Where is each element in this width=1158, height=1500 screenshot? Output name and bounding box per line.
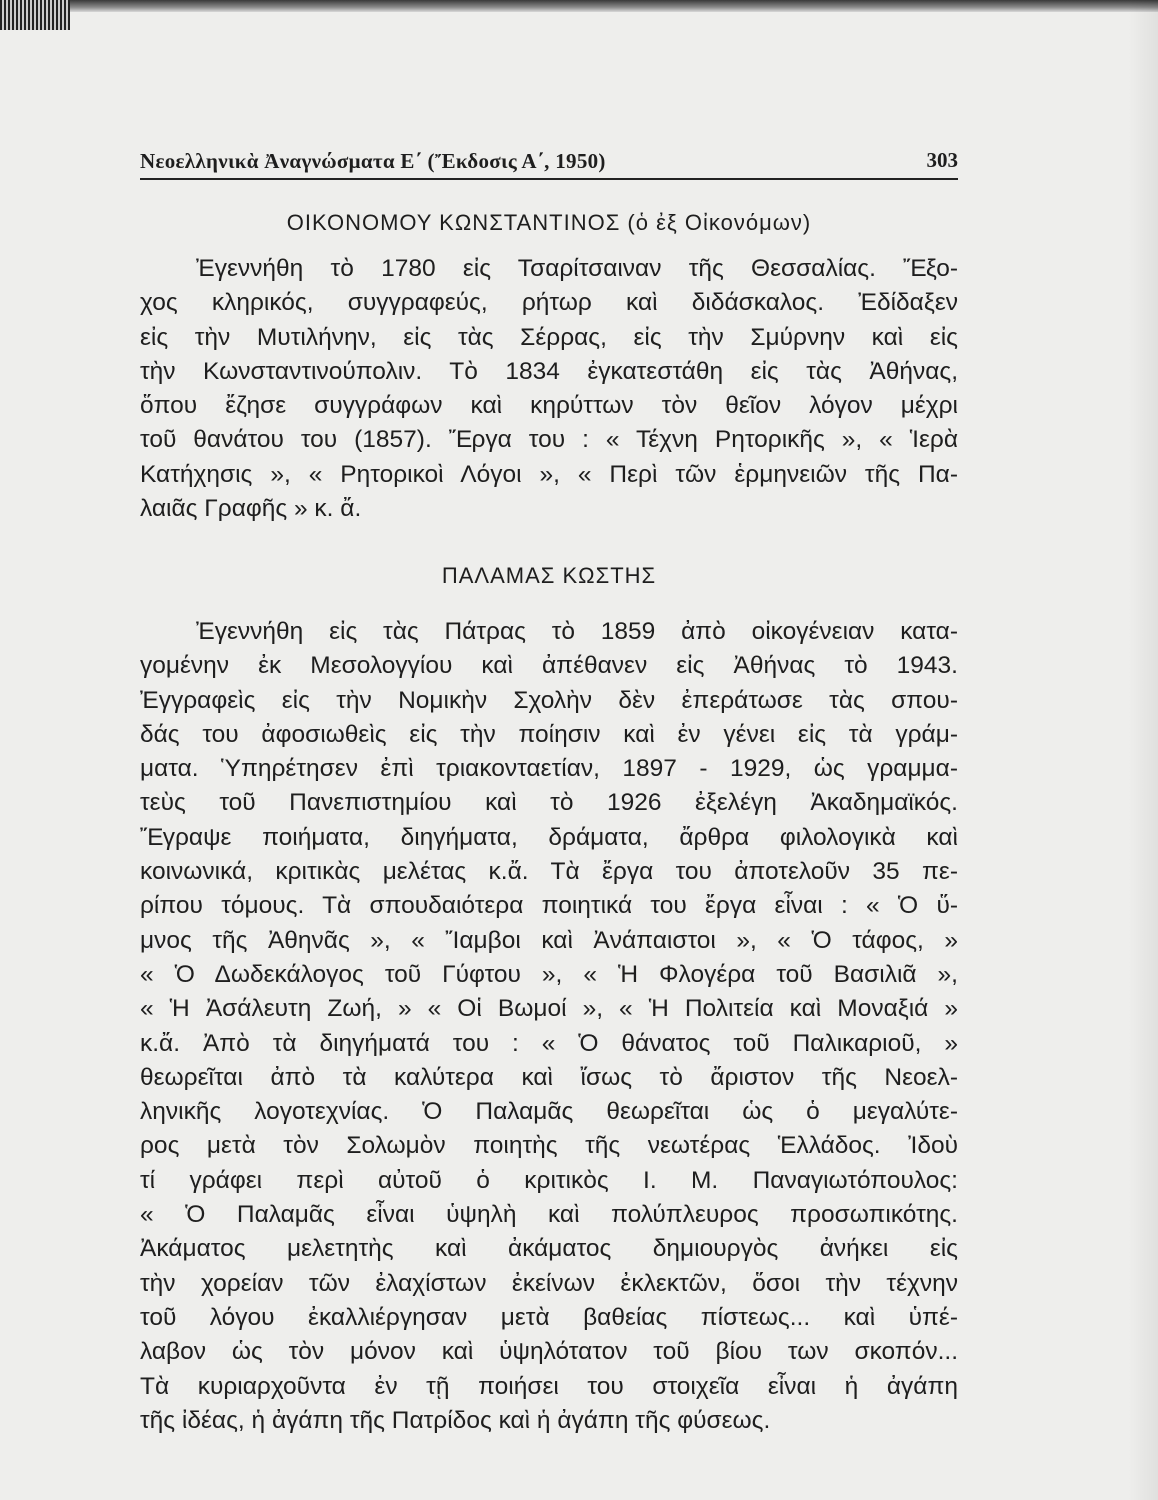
text-line: κοινωνικά, κριτικὰς μελέτας κ.ἄ. Τὰ ἔργα του ἀποτελοῦν 35 πε- (140, 858, 958, 886)
section-heading-oikonomos: ΟΙΚΟΝΟΜΟΥ ΚΩΝΣΤΑΝΤΙΝΟΣ (ὁ ἐξ Οἰκονόμων) (286, 210, 812, 235)
paragraph-oikonomos (140, 252, 958, 526)
text-line: τὴν χορείαν τῶν ἐλαχίστων ἐκείνων ἐκλεκτῶν, ὅσοι τὴν τέχνην (140, 1269, 958, 1297)
text-line: Ἔγραψε ποιήματα, διηγήματα, δράματα, ἄρθρα φιλολογικὰ καὶ (140, 823, 958, 851)
text-line: ρος μετὰ τὸν Σολωμὸν ποιητὴς τῆς νεωτέρας Ἑλλάδος. Ἰδοὺ (140, 1132, 958, 1160)
text-line: λαβον ὡς τὸν μόνον καὶ ὑψηλότατον τοῦ βίου των σκοπόν... (140, 1338, 958, 1366)
text-line: εἰς τὴν Μυτιλήνην, εἰς τὰς Σέρρας, εἰς τὴν Σμύρνην καὶ εἰς (140, 323, 958, 351)
text-line: τοῦ λόγου ἐκαλλιέργησαν μετὰ βαθείας πίστεως... καὶ ὑπέ- (140, 1303, 958, 1331)
text-line: μνος τῆς Ἀθηνᾶς », « Ἴαμβοι καὶ Ἀνάπαιστοι », « Ὁ τάφος, » (140, 926, 958, 954)
text-line: Ἐγεννήθη τὸ 1780 εἰς Τσαρίτσαιναν τῆς Θεσσαλίας. Ἔξο- (196, 255, 958, 282)
running-header (140, 144, 958, 180)
paragraph-palamas (140, 615, 958, 1438)
text-line: « Ὁ Δωδεκάλογος τοῦ Γύφτου », « Ἡ Φλογέρα τοῦ Βασιλιᾶ », (140, 960, 958, 988)
text-line: τῆς ἰδέας, ἡ ἀγάπη τῆς Πατρίδος καὶ ἡ ἀγάπη τῆς φύσεως. (140, 1406, 771, 1434)
text-line: τί γράφει περὶ αὐτοῦ ὁ κριτικὸς Ι. Μ. Παναγιωτόπουλος: (140, 1166, 958, 1194)
scan-top-edge (0, 0, 1158, 12)
text-line: θεωρεῖται ἀπὸ τὰ καλύτερα καὶ ἴσως τὸ ἄριστον τῆς Νεοελ- (140, 1063, 958, 1091)
section-heading-palamas: ΠΑΛΑΜΑΣ ΚΩΣΤΗΣ (441, 563, 657, 588)
scan-right-edge (1128, 0, 1158, 1500)
text-line: Τὰ κυριαρχοῦντα ἐν τῇ ποιήσει του στοιχεῖα εἶναι ἡ ἀγάπη (140, 1372, 958, 1400)
text-line: « Ὁ Παλαμᾶς εἶναι ὑψηλὴ καὶ πολύπλευρος προσωπικότης. (140, 1201, 958, 1229)
text-line: ρίπου τόμους. Τὰ σπουδαιότερα ποιητικά του ἔργα εἶναι : « Ὁ ὕ- (140, 892, 958, 920)
text-line: τεὺς τοῦ Πανεπιστημίου καὶ τὸ 1926 ἐξελέγη Ἀκαδημαϊκός. (140, 789, 958, 817)
text-line: Ἐγεννήθη εἰς τὰς Πάτρας τὸ 1859 ἀπὸ οἰκογένειαν κατα- (196, 618, 958, 645)
text-line: λαιᾶς Γραφῆς » κ. ἄ. (140, 495, 362, 523)
text-line: δάς του ἀφοσιωθεὶς εἰς τὴν ποίησιν καὶ ἐν γένει εἰς τὰ γράμ- (140, 720, 958, 748)
text-line: ὅπου ἔζησε συγγράφων καὶ κηρύττων τὸν θεῖον λόγον μέχρι (140, 392, 958, 420)
text-line: τὴν Κωνσταντινούπολιν. Τὸ 1834 ἐγκατεστάθη εἰς τὰς Ἀθήνας, (140, 357, 958, 385)
text-line: χος κληρικός, συγγραφεύς, ρήτωρ καὶ διδάσκαλος. Ἐδίδαξεν (140, 289, 958, 317)
text-line: « Ἡ Ἀσάλευτη Ζωή, » « Οἱ Βωμοί », « Ἡ Πολιτεία καὶ Μοναξιά » (140, 995, 958, 1023)
text-line: κ.ἄ. Ἀπὸ τὰ διηγήματά του : « Ὁ θάνατος τοῦ Παλικαριοῦ, » (140, 1029, 958, 1057)
text-line: τοῦ θανάτου του (1857). Ἔργα του : « Τέχνη Ρητορικῆς », « Ἱερὰ (140, 426, 958, 454)
text-line: Ἐγγραφεὶς εἰς τὴν Νομικὴν Σχολὴν δὲν ἐπεράτωσε τὰς σπου- (140, 686, 958, 714)
text-line: ματα. Ὑπηρέτησεν ἐπὶ τριακονταετίαν, 1897 - 1929, ὡς γραμμα- (140, 755, 958, 783)
text-line: Ἀκάματος μελετητὴς καὶ ἀκάματος δημιουργὸς ἀνήκει εἰς (140, 1235, 958, 1263)
running-title: Νεοελληνικὰ Ἀναγνώσματα Ε΄ (Ἔκδοσις Α΄, 1950) (140, 149, 606, 173)
page-number: 303 (926, 148, 958, 172)
text-line: γομένην ἐκ Μεσολογγίου καὶ ἀπέθανεν εἰς Ἀθήνας τὸ 1943. (140, 652, 958, 680)
text-line: Κατήχησις », « Ρητορικοὶ Λόγοι », « Περὶ τῶν ἑρμηνειῶν τῆς Πα- (140, 460, 958, 488)
text-line: ληνικῆς λογοτεχνίας. Ὁ Παλαμᾶς θεωρεῖται ὡς ὁ μεγαλύτε- (140, 1098, 958, 1126)
